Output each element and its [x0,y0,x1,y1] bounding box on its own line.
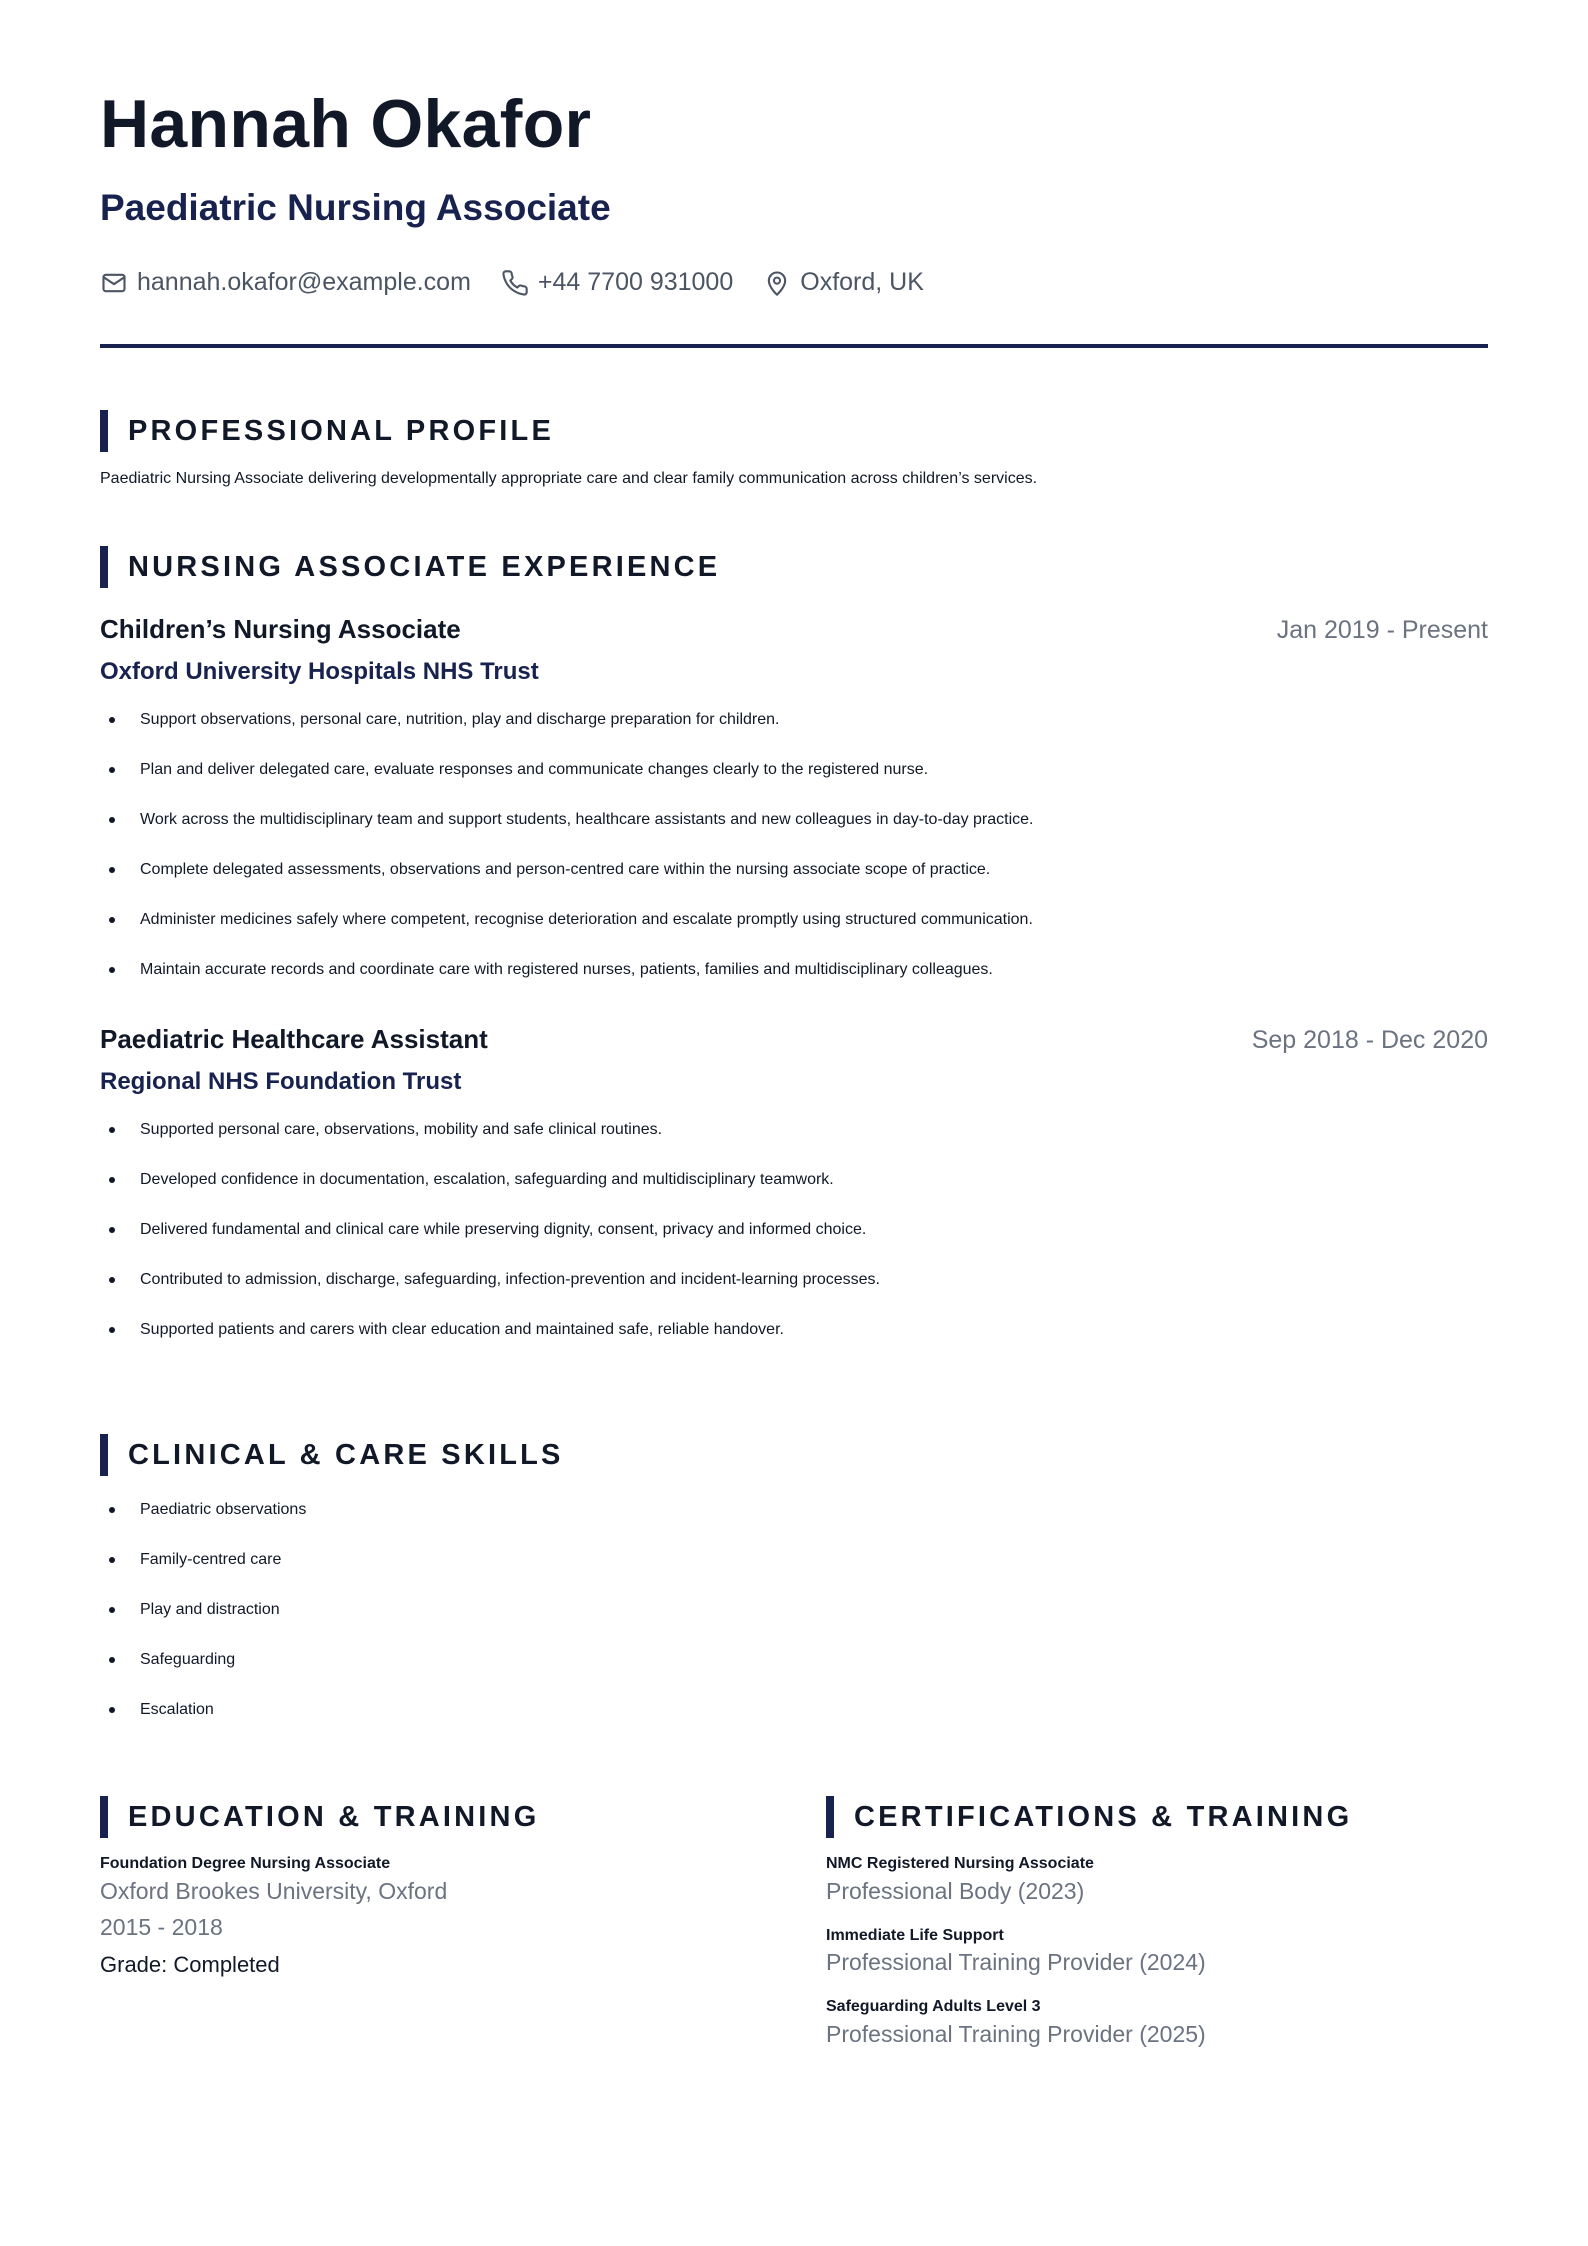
job-organization: Regional NHS Foundation Trust [100,1068,462,1095]
contact-row [100,268,924,297]
certification-item [826,1926,1486,1979]
education-years: 2015 - 2018 [100,1913,223,1940]
list-item: Complete delegated assessments, observations and person-centred care within the nursing associate scope of practice. [100,860,1488,910]
degree-title: Foundation Degree Nursing Associate [100,1855,391,1872]
section-accent-bar [826,1796,834,1838]
certification-provider: Professional Training Provider (2024) [826,1949,1206,1976]
section-title: PROFESSIONAL PROFILE [128,414,555,447]
candidate-name: Hannah Okafor [100,86,592,162]
contact-phone[interactable] [501,268,733,297]
contact-email[interactable] [100,268,471,297]
location-text: Oxford, UK [800,268,924,296]
certification-name: NMC Registered Nursing Associate [826,1855,1094,1872]
list-item: Work across the multidisciplinary team and support students, healthcare assistants and new colleagues in day-to-day practice. [100,810,1488,860]
job-bullets [100,1120,1488,1370]
mail-icon [100,269,128,297]
certification-name: Immediate Life Support [826,1926,1004,1944]
section-accent-bar [100,410,108,452]
skills-list-wrapper [100,1500,800,1750]
certification-name: Safeguarding Adults Level 3 [826,1998,1041,2016]
section-heading-education [100,1796,539,1838]
list-item: Contributed to admission, discharge, safeguarding, infection-prevention and incident-learning processes. [100,1270,1488,1320]
list-item: Developed confidence in documentation, escalation, safeguarding and multidisciplinary teamwork. [100,1170,1488,1220]
job-dates: Jan 2019 - Present [1276,616,1488,644]
job-title: Children’s Nursing Associate [100,614,461,644]
phone-text: +44 7700 931000 [537,268,734,296]
school-name: Oxford Brookes University, Oxford [100,1877,448,1904]
job-bullets [100,710,1488,1010]
section-title: NURSING ASSOCIATE EXPERIENCE [128,550,721,583]
section-accent-bar [100,1434,108,1476]
job-dates: Sep 2018 - Dec 2020 [1251,1026,1488,1054]
skill-item: Play and distraction [100,1600,800,1650]
section-heading-certifications [826,1796,1352,1838]
list-item: Supported personal care, observations, mobility and safe clinical routines. [100,1120,1488,1170]
certification-provider: Professional Body (2023) [826,1877,1085,1904]
section-heading-profile [100,410,554,452]
list-item: Delivered fundamental and clinical care while preserving dignity, consent, privacy and informed choice. [100,1220,1488,1270]
job-organization: Oxford University Hospitals NHS Trust [100,658,539,685]
section-heading-skills [100,1434,564,1476]
certifications-list [826,1854,1486,2069]
section-accent-bar [100,546,108,588]
section-accent-bar [100,1796,108,1838]
skill-item: Escalation [100,1700,800,1750]
section-title: CERTIFICATIONS & TRAINING [854,1800,1353,1833]
profile-summary: Paediatric Nursing Associate delivering developmentally appropriate care and clear family communication across children’s services. [100,470,1038,487]
section-heading-experience [100,546,720,588]
section-title: EDUCATION & TRAINING [128,1800,540,1833]
map-pin-icon [763,269,791,297]
header-divider [100,344,1488,348]
section-title: CLINICAL & CARE SKILLS [128,1438,564,1471]
job-entry [100,614,1488,1010]
certification-provider: Professional Training Provider (2025) [826,2021,1206,2048]
education-entry [100,1854,720,1979]
skill-item: Safeguarding [100,1650,800,1700]
job-entry [100,1024,1488,1370]
list-item: Plan and deliver delegated care, evaluate responses and communicate changes clearly to the registered nurse. [100,760,1488,810]
job-title: Paediatric Healthcare Assistant [100,1024,488,1054]
contact-location [763,268,924,297]
list-item: Support observations, personal care, nutrition, play and discharge preparation for children. [100,710,1488,760]
candidate-role: Paediatric Nursing Associate [100,187,611,228]
list-item: Administer medicines safely where competent, recognise deterioration and escalate promptly using structured communication. [100,910,1488,960]
education-grade: Grade: Completed [100,1951,280,1977]
certification-item [826,1997,1486,2050]
list-item: Maintain accurate records and coordinate care with registered nurses, patients, families and multidisciplinary colleagues. [100,960,1488,1010]
list-item: Supported patients and carers with clear education and maintained safe, reliable handover. [100,1320,1488,1370]
phone-icon [501,269,529,297]
skills-list [100,1500,800,1750]
skill-item: Family-centred care [100,1550,800,1600]
certification-item [826,1854,1486,1907]
email-text: hannah.okafor@example.com [137,268,471,296]
skill-item: Paediatric observations [100,1500,800,1550]
